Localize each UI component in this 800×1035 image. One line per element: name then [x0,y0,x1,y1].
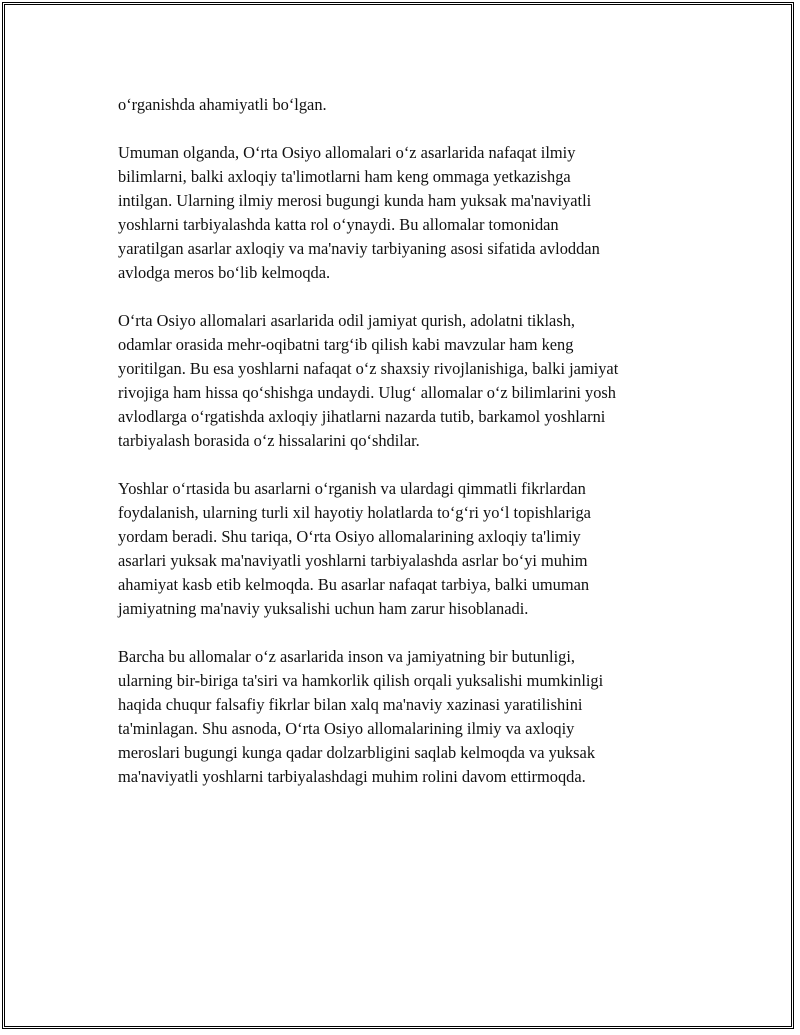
text-line: oʻrganishda ahamiyatli boʻlgan. [118,95,327,114]
text-line: yoshlarni tarbiyalashda katta rol oʻynaydi. Bu allomalar tomonidan [118,215,559,234]
text-line: yoritilgan. Bu esa yoshlarni nafaqat oʻz shaxsiy rivojlanishiga, balki jamiyat [118,359,619,378]
text-line: rivojiga ham hissa qoʻshishga undaydi. Ulugʻ allomalar oʻz bilimlarini yosh [118,383,617,402]
text-line: yaratilgan asarlar axloqiy va ma'naviy tarbiyaning asosi sifatida avloddan [118,239,600,258]
text-line: ta'minlagan. Shu asnoda, Oʻrta Osiyo allomalarining ilmiy va axloqiy [118,719,575,738]
text-line: Yoshlar oʻrtasida bu asarlarni oʻrganish va ulardagi qimmatli fikrlardan [118,479,586,498]
text-line: jamiyatning ma'naviy yuksalishi uchun ham zarur hisoblanadi. [118,599,529,618]
text-line: haqida chuqur falsafiy fikrlar bilan xalq ma'naviy xazinasi yaratilishini [118,695,583,714]
text-line: ma'naviyatli yoshlarni tarbiyalashdagi muhim rolini davom ettirmoqda. [118,767,586,786]
paragraph-3 [118,309,658,453]
text-line: asarlari yuksak ma'naviyatli yoshlarni tarbiyalashda asrlar boʻyi muhim [118,551,588,570]
text-line: foydalanish, ularning turli xil hayotiy holatlarda toʻgʻri yoʻl topishlariga [118,503,591,522]
text-line: intilgan. Ularning ilmiy merosi bugungi kunda ham yuksak ma'naviyatli [118,191,592,210]
text-line: meroslari bugungi kunga qadar dolzarbligini saqlab kelmoqda va yuksak [118,743,596,762]
text-line: tarbiyalash borasida oʻz hissalarini qoʻshdilar. [118,431,420,450]
text-line: yordam beradi. Shu tariqa, Oʻrta Osiyo allomalarining axloqiy ta'limiy [118,527,581,546]
paragraph-5 [118,645,658,789]
text-line: avlodga meros boʻlib kelmoqda. [118,263,331,282]
text-line: bilimlarni, balki axloqiy ta'limotlarni ham keng ommaga yetkazishga [118,167,571,186]
text-line: Umuman olganda, Oʻrta Osiyo allomalari oʻz asarlarida nafaqat ilmiy [118,143,576,162]
text-line: Barcha bu allomalar oʻz asarlarida inson va jamiyatning bir butunligi, [118,647,575,666]
text-line: avlodlarga oʻrgatishda axloqiy jihatlarni nazarda tutib, barkamol yoshlarni [118,407,606,426]
paragraph-2 [118,141,658,285]
paragraph-1 [118,93,658,117]
text-line: odamlar orasida mehr-oqibatni targʻib qilish kabi mavzular ham keng [118,335,574,354]
text-line: Oʻrta Osiyo allomalari asarlarida odil jamiyat qurish, adolatni tiklash, [118,311,575,330]
text-line: ularning bir-biriga ta'siri va hamkorlik qilish orqali yuksalishi mumkinligi [118,671,604,690]
text-line: ahamiyat kasb etib kelmoqda. Bu asarlar nafaqat tarbiya, balki umuman [118,575,590,594]
document-body [118,93,658,813]
paragraph-4 [118,477,658,621]
